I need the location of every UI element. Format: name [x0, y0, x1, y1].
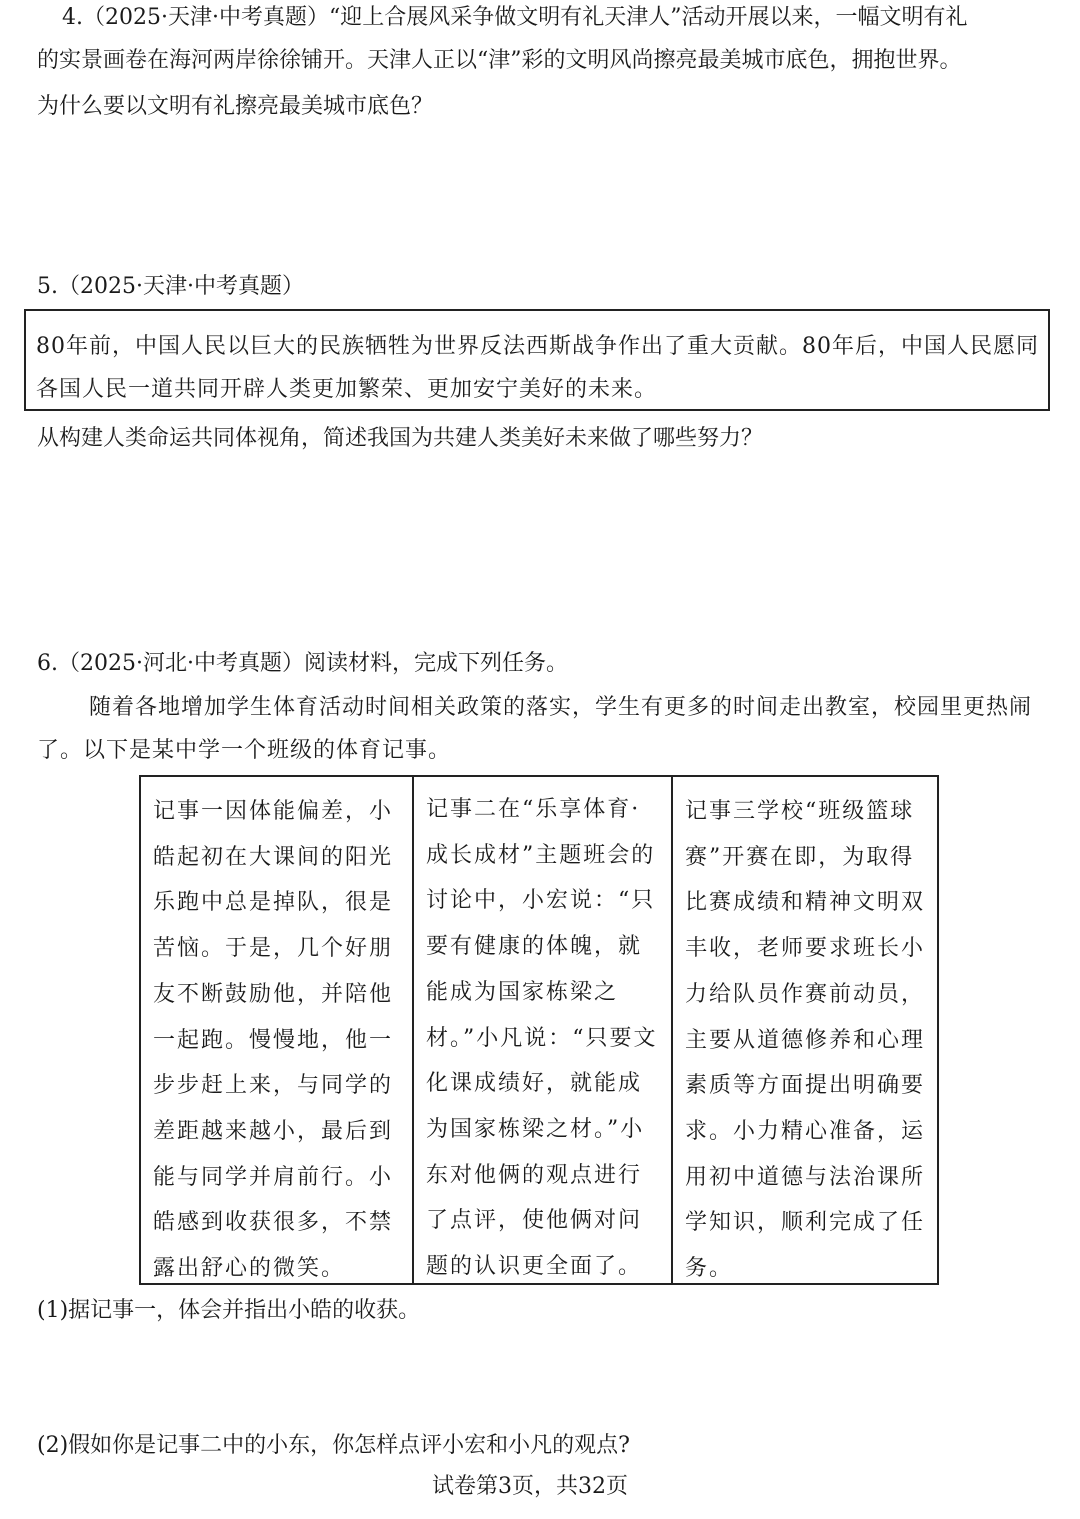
q5-question: 从构建人类命运共同体视角，简述我国为共建人类美好未来做了哪些努力？	[37, 426, 764, 451]
record-2-text: 记事二在“乐享体育·成长成材”主题班会的讨论中，小宏说：“只要有健康的体魄，就能成为国家栋梁之材。”小凡说：“只要文化课成绩好，就能成为国家栋梁之材。”小东对他俩的观点进行了点评，使他俩对问题的认识更全面了。	[426, 797, 658, 1280]
records-table	[139, 775, 939, 1285]
record-3-text: 记事三学校“班级篮球赛”开赛在即，为取得比赛成绩和精神文明双丰收，老师要求班长小力给队员作赛前动员，主要从道德修养和心理素质等方面提出明确要求。小力精心准备，运用初中道德与法治课所学知识，顺利完成了任务。	[685, 799, 926, 1282]
q6-intro: 随着各地增加学生体育活动时间相关政策的落实，学生有更多的时间走出教室，校园里更热闹了。以下是某中学一个班级的体育记事。	[37, 695, 1033, 763]
q4-line-2: 的实景画卷在海河两岸徐徐铺开。天津人正以“津”彩的文明风尚擦亮最美城市底色，拥抱世界。	[37, 48, 962, 73]
q4-line-3: 为什么要以文明有礼擦亮最美城市底色？	[37, 94, 434, 119]
q5-header: 5.（2025·天津·中考真题）	[37, 274, 304, 299]
q4-line-1: 4.（2025·天津·中考真题）“迎上合展风采争做文明有礼天津人”活动开展以来，一幅文明有礼	[62, 5, 968, 30]
record-1-cell	[141, 777, 412, 1283]
q6-header: 6.（2025·河北·中考真题）阅读材料，完成下列任务。	[37, 651, 568, 676]
record-3-cell	[671, 777, 937, 1283]
q6-sub-question-1: (1)据记事一，体会并指出小皓的收获。	[37, 1298, 421, 1323]
record-2-cell	[412, 777, 671, 1283]
page-footer: 试卷第3页，共32页	[432, 1474, 628, 1499]
q5-material-text: 80年前，中国人民以巨大的民族牺牲为世界反法西斯战争作出了重大贡献。80年后，中国人民愿同各国人民一道共同开辟人类更加繁荣、更加安宁美好的未来。	[36, 334, 1039, 402]
q6-sub-question-2: (2)假如你是记事二中的小东，你怎样点评小宏和小凡的观点?	[37, 1433, 630, 1458]
q5-material-box	[24, 309, 1050, 411]
record-1-text: 记事一因体能偏差，小皓起初在大课间的阳光乐跑中总是掉队，很是苦恼。于是，几个好朋友不断鼓励他，并陪他一起跑。慢慢地，他一步步赶上来，与同学的差距越来越小，最后到能与同学并肩前行。小皓感到收获很多，不禁露出舒心的微笑。	[153, 799, 394, 1282]
